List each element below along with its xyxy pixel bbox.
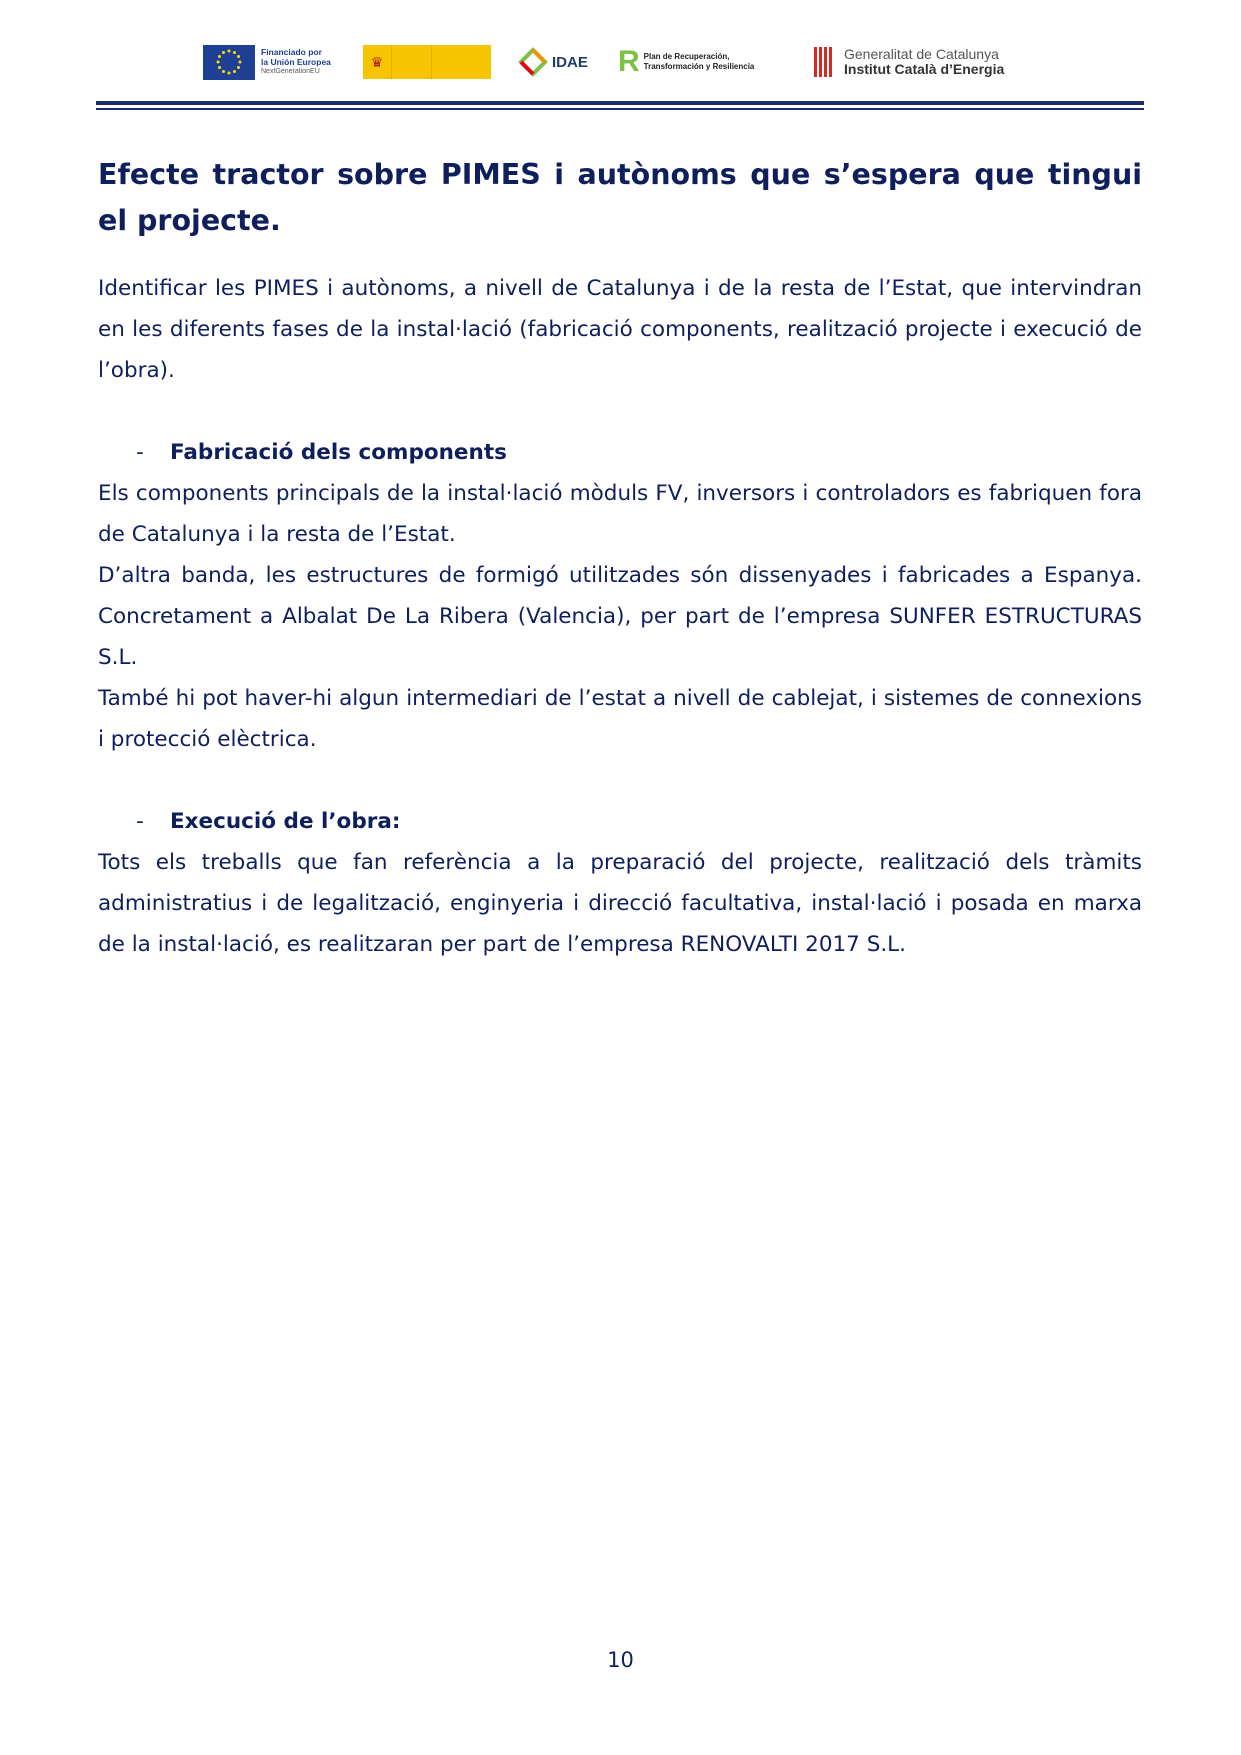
recovery-r-icon: R [618, 45, 640, 78]
eu-logo-line2: la Unión Europea [261, 57, 331, 67]
generalitat-logo [814, 38, 1004, 86]
bullet-dash: - [136, 440, 144, 465]
intro-paragraph: Identificar les PIMES i autònoms, a nivell de Catalunya i de la resta de l’Estat, que intervindran en les diferents fases de la instal·lació (fabricació components, realització projecte i execució de l’obra). [98, 276, 1142, 383]
spain-coat-of-arms-icon: ♛ [363, 45, 391, 79]
eu-funding-logo [203, 38, 331, 86]
bullet-dash: - [136, 809, 144, 834]
recovery-line2: Transformación y Resiliencia [643, 62, 755, 71]
ministry-name-block [431, 45, 491, 79]
section-title: Efecte tractor sobre PIMES i autònoms que s’espera que tingui el projecte. [98, 158, 1142, 237]
paragraph: Els components principals de la instal·lació mòduls FV, inversors i controladors es fabriquen fora de Catalunya i la resta de l’Estat. [98, 481, 1142, 547]
document-body [98, 152, 1142, 965]
section-heading-execution [98, 801, 1142, 842]
header-rule-thick [96, 101, 1144, 105]
generalitat-line1: Generalitat de Catalunya [844, 46, 999, 62]
section-heading-components [98, 432, 1142, 473]
ministry-block [391, 45, 431, 79]
page-header [0, 38, 1241, 86]
recovery-plan-logo [618, 38, 754, 86]
heading-text: Execució de l’obra: [170, 809, 401, 834]
idae-mark-icon [518, 47, 548, 77]
eu-logo-line3: NextGenerationEU [261, 68, 320, 75]
idae-name: IDAE [552, 53, 588, 71]
header-rule-thin [96, 108, 1144, 110]
catalan-flag-icon [814, 47, 836, 77]
paragraph: D’altra banda, les estructures de formigó utilitzades són dissenyades i fabricades a Espanya. Concretament a Albalat De La Ribera (Valencia), per part de l’empresa SUNFER ESTRUCTURAS S.L. [98, 563, 1142, 670]
page-number: 10 [607, 1648, 634, 1672]
heading-text: Fabricació dels components [170, 440, 507, 465]
paragraph: També hi pot haver-hi algun intermediari de l’estat a nivell de cablejat, i sistemes de connexions i protecció elèctrica. [98, 686, 1142, 752]
eu-logo-line1: Financiado por [261, 47, 322, 57]
generalitat-line2: Institut Català d’Energia [844, 61, 1005, 77]
paragraph: Tots els treballs que fan referència a la preparació del projecte, realització dels tràmits administratius i de legalització, enginyeria i direcció facultativa, instal·lació i posada en marxa de la instal·lació, es realitzaran per part de l’empresa RENOVALTI 2017 S.L. [98, 850, 1142, 957]
spain-government-logo [363, 38, 491, 86]
idae-logo [518, 38, 588, 86]
eu-flag-icon [203, 45, 255, 80]
recovery-line1: Plan de Recuperación, [643, 52, 730, 61]
